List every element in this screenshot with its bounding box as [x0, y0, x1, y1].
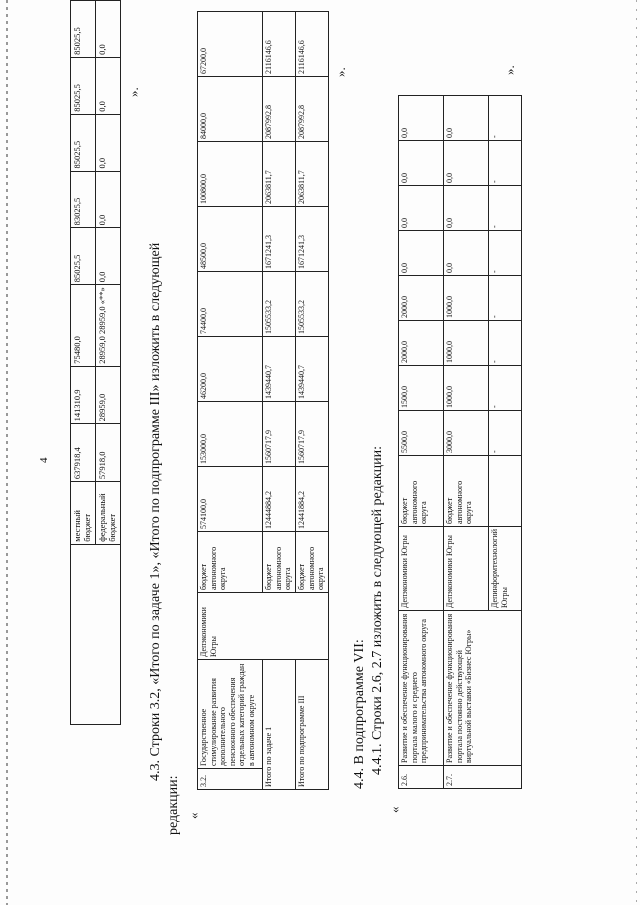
source-cell: местный бюджет: [71, 482, 96, 545]
row-number: 2.7.: [444, 766, 522, 789]
row-name: Развитие и обеспечение функционирования портала постоянно действующей виртуальной выставки «Бизнес Югры»: [444, 611, 522, 766]
value-cell: 1500,0: [399, 365, 444, 410]
value-cell: 84000,0: [198, 77, 263, 142]
value-cell: -: [489, 140, 522, 185]
value-cell: 637918,4: [71, 424, 96, 482]
table-row: [71, 1, 96, 725]
value-cell: 57918,0: [96, 424, 121, 482]
value-cell: 0,0: [444, 185, 489, 230]
value-cell: 46200,0: [198, 337, 263, 402]
value-cell: 3000,0: [444, 410, 489, 455]
value-cell: -: [489, 230, 522, 275]
row-name: Государственное стимулирование развития дополнительного пенсионного обеспечения отдельных категорий граждан в автономном округе: [198, 660, 263, 769]
row-number: 3.2.: [198, 769, 263, 790]
value-cell: 2063811,7: [263, 142, 296, 207]
value-cell: 75480,0: [71, 285, 96, 367]
value-cell: 0,0: [399, 140, 444, 185]
value-cell: -: [489, 185, 522, 230]
value-cell: 1000,0: [444, 275, 489, 320]
quote-open: «: [186, 812, 201, 819]
row-number: 2.6.: [399, 766, 444, 789]
value-cell: 0,0: [96, 57, 121, 114]
section-43-table: [197, 11, 329, 790]
table-row: [263, 12, 296, 790]
value-cell: 0,0: [399, 230, 444, 275]
source-cell: бюджет автономного округа: [198, 532, 263, 593]
value-cell: 2116146,6: [263, 12, 296, 77]
value-cell: -: [489, 320, 522, 365]
source-cell: [489, 455, 522, 526]
value-cell: 5500,0: [399, 410, 444, 455]
quote-close: ».: [333, 67, 348, 77]
value-cell: 141310,9: [71, 366, 96, 424]
source-cell: бюджет автономного округа: [399, 455, 444, 526]
page-number: 4: [38, 457, 50, 463]
value-cell: 1671241,3: [296, 207, 329, 272]
value-cell: 0,0: [399, 95, 444, 140]
value-cell: -: [489, 275, 522, 320]
value-cell: -: [489, 95, 522, 140]
value-cell: 1560717,9: [296, 402, 329, 467]
row-name: Развитие и обеспечение функционирования портала малого и среднего предпринимательства автономного округа: [399, 611, 444, 766]
section-43-heading-cont: редакции:: [166, 775, 181, 835]
value-cell: 1505533,2: [296, 272, 329, 337]
value-cell: 0,0: [444, 95, 489, 140]
value-cell: 12444884,2: [263, 467, 296, 532]
source-cell: бюджет автономного округа: [263, 532, 296, 593]
value-cell: -: [489, 410, 522, 455]
source-cell: бюджет автономного округа: [296, 532, 329, 593]
value-cell: 1505533,2: [263, 272, 296, 337]
value-cell: 67200,0: [198, 12, 263, 77]
executor-cell: Депэкономики Югры: [198, 593, 329, 660]
value-cell: 85025,5: [71, 114, 96, 171]
source-cell: бюджет автономного округа: [444, 455, 489, 526]
value-cell: 85025,5: [71, 57, 96, 114]
table-row: [296, 12, 329, 790]
table-row: [444, 95, 489, 788]
value-cell: 0,0: [444, 230, 489, 275]
section-44-table: [398, 95, 522, 789]
value-cell: 1439440,7: [263, 337, 296, 402]
value-cell: 1671241,3: [263, 207, 296, 272]
value-cell: 0,0: [96, 228, 121, 285]
value-cell: 74400,0: [198, 272, 263, 337]
table-row: [399, 95, 444, 788]
value-cell: 85025,5: [71, 1, 96, 58]
executor-cell: Депэкономики Югры: [399, 526, 444, 610]
value-cell: 0,0: [399, 185, 444, 230]
value-cell: 2087992,8: [296, 77, 329, 142]
table-row: [198, 12, 263, 790]
section-44-heading: 4.4. В подпрограмме VII:: [352, 639, 367, 789]
value-cell: 83025,5: [71, 171, 96, 228]
quote-open: «: [387, 806, 402, 813]
value-cell: 0,0: [444, 140, 489, 185]
section-43-heading: 4.3. Строки 3.2, «Итого по задаче 1», «Итого по подпрограмме III» изложить в следующей: [148, 242, 163, 781]
value-cell: 1560717,9: [263, 402, 296, 467]
value-cell: 1439440,7: [296, 337, 329, 402]
value-cell: 28959,0: [96, 366, 121, 424]
row-name: Итого по подпрограмме III: [296, 660, 329, 790]
value-cell: 2116146,6: [296, 12, 329, 77]
executor-cell: Депэкономики Югры: [444, 526, 489, 610]
value-cell: 2087992,8: [263, 77, 296, 142]
value-cell: 100800,0: [198, 142, 263, 207]
value-cell: 2063811,7: [296, 142, 329, 207]
quote-close: ».: [126, 87, 141, 97]
value-cell: 28959,0 28959,0 «**»: [96, 285, 121, 367]
quote-close: ».: [502, 65, 517, 75]
value-cell: 574100,0: [198, 467, 263, 532]
value-cell: 85025,5: [71, 228, 96, 285]
value-cell: 0,0: [96, 114, 121, 171]
executor-cell: Депинформтехнологий Югры: [489, 526, 522, 610]
empty-cell: [71, 544, 121, 724]
value-cell: 0,0: [96, 171, 121, 228]
value-cell: 2000,0: [399, 320, 444, 365]
value-cell: 0,0: [96, 1, 121, 58]
value-cell: 12441884,2: [296, 467, 329, 532]
value-cell: 2000,0: [399, 275, 444, 320]
value-cell: 153000,0: [198, 402, 263, 467]
section-441-heading: 4.4.1. Строки 2.6, 2.7 изложить в следующей редакции:: [370, 445, 385, 775]
value-cell: -: [489, 365, 522, 410]
value-cell: 48500,0: [198, 207, 263, 272]
value-cell: 1000,0: [444, 365, 489, 410]
source-cell: федеральный бюджет: [96, 482, 121, 545]
row-name: Итого по задаче 1: [263, 660, 296, 790]
budget-table-continuation: [70, 0, 121, 725]
value-cell: 1000,0: [444, 320, 489, 365]
